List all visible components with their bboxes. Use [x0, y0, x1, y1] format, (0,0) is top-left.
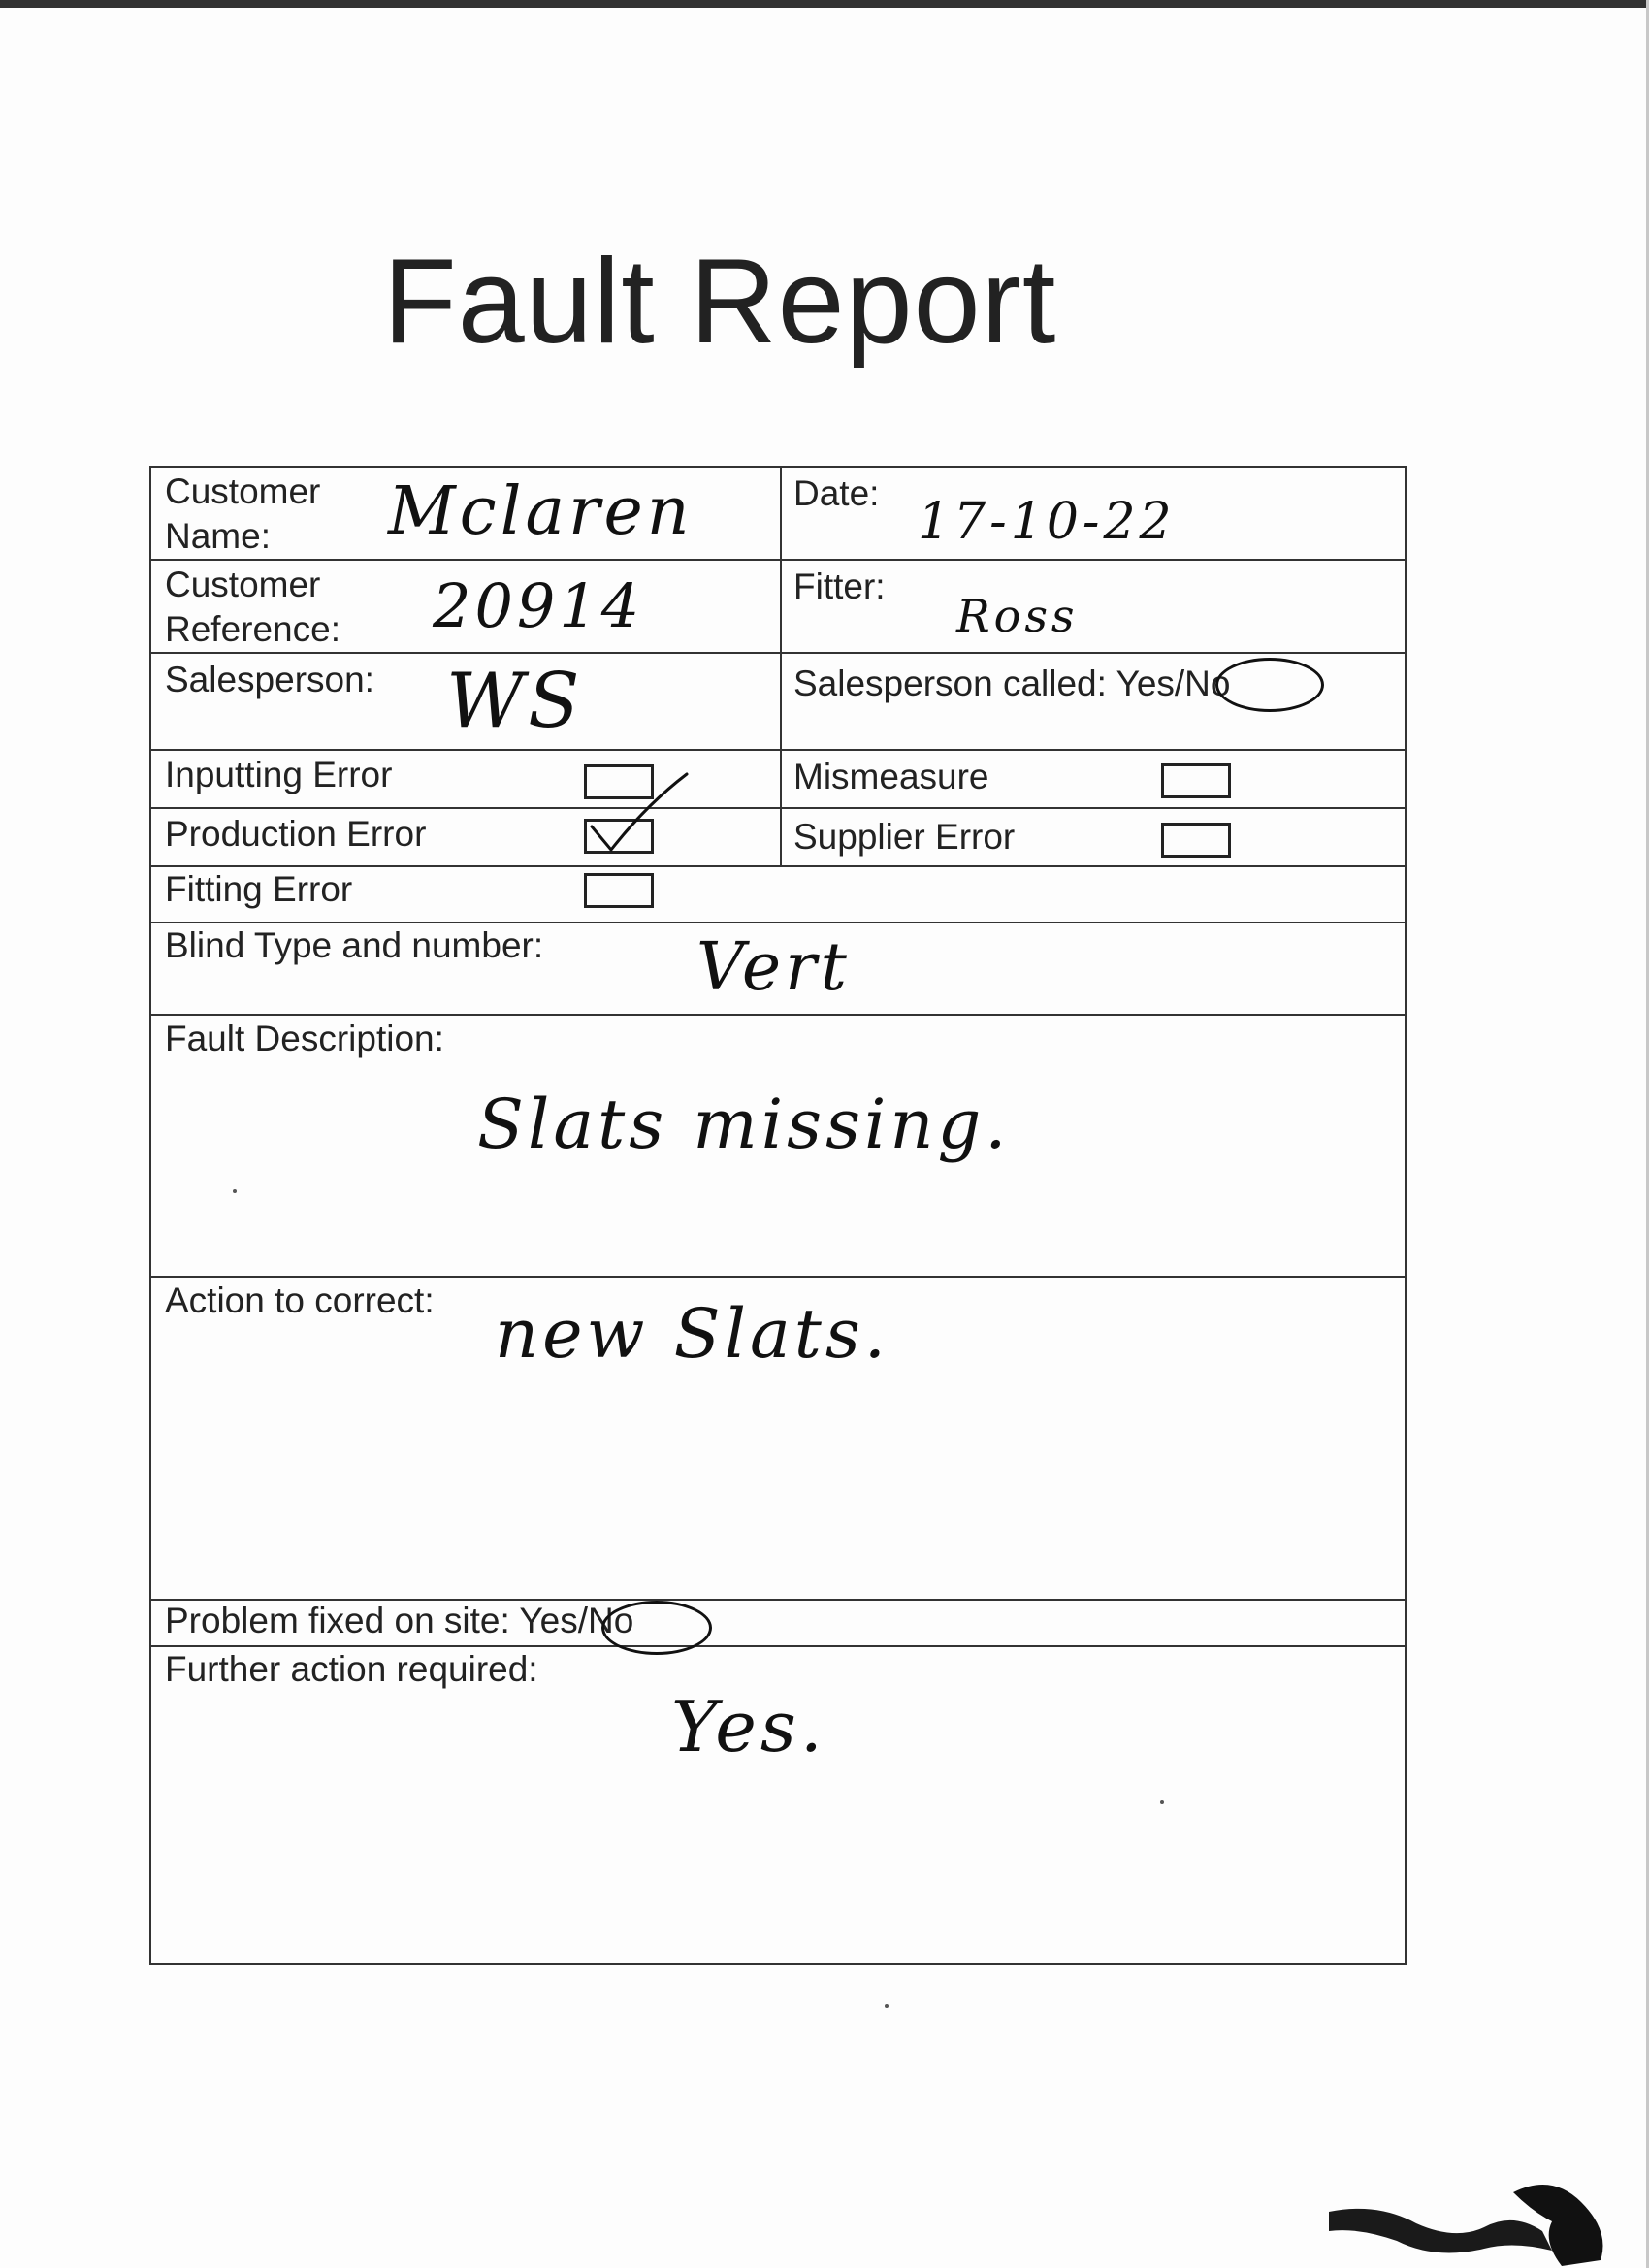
supplier-error-label: Supplier Error [793, 817, 1016, 857]
column-divider [780, 468, 782, 865]
row-divider [151, 559, 1405, 561]
fitting-error-checkbox[interactable] [584, 873, 654, 908]
row-divider [151, 1014, 1405, 1016]
mismeasure-checkbox[interactable] [1161, 763, 1231, 798]
fault-description-label: Fault Description: [165, 1019, 444, 1058]
salesperson-label: Salesperson: [165, 660, 374, 699]
scan-speck [885, 2004, 889, 2008]
salesperson-field[interactable]: WS [446, 658, 584, 745]
supplier-error-checkbox[interactable] [1161, 823, 1231, 858]
row-divider [151, 1276, 1405, 1278]
row-divider [151, 652, 1405, 654]
fixed-on-site-label: Problem fixed on site: Yes/No [165, 1601, 634, 1640]
date-label: Date: [793, 473, 880, 513]
further-action-label: Further action required: [165, 1649, 538, 1689]
mismeasure-label: Mismeasure [793, 757, 989, 796]
customer-name-field[interactable]: Mclaren [388, 473, 694, 550]
fitter-label: Fitter: [793, 567, 886, 606]
date-field[interactable]: 17-10-22 [918, 493, 1176, 551]
further-action-field[interactable]: Yes. [671, 1686, 826, 1767]
salesperson-called-label: Salesperson called: Yes/No [793, 664, 1231, 703]
customer-name-label: Customer [165, 471, 321, 511]
fault-report-form [149, 466, 1406, 1965]
customer-reference-label: Reference: [165, 609, 340, 649]
fixed-on-site-no-circle[interactable] [601, 1601, 712, 1655]
blind-type-label: Blind Type and number: [165, 925, 544, 965]
checkmark-icon [578, 766, 695, 863]
customer-reference-label: Customer [165, 565, 321, 604]
action-to-correct-field[interactable]: new Slats. [495, 1294, 890, 1374]
blind-type-field[interactable]: Vert [696, 929, 851, 1006]
fault-description-field[interactable]: Slats missing. [477, 1085, 1011, 1164]
scan-speck [1160, 1800, 1164, 1804]
fitting-error-label: Fitting Error [165, 869, 353, 909]
inputting-error-label: Inputting Error [165, 755, 393, 794]
customer-reference-field[interactable]: 20914 [433, 570, 644, 641]
fitter-field[interactable]: Ross [956, 590, 1079, 642]
ink-smudge [1319, 2173, 1620, 2268]
row-divider [151, 749, 1405, 751]
scan-speck [233, 1189, 237, 1193]
customer-name-label: Name: [165, 516, 271, 556]
production-error-label: Production Error [165, 814, 427, 854]
page-title: Fault Report [383, 235, 1057, 369]
scan-top-edge [0, 0, 1649, 8]
row-divider [151, 807, 1405, 809]
salesperson-called-no-circle[interactable] [1215, 658, 1324, 712]
action-to-correct-label: Action to correct: [165, 1280, 435, 1320]
